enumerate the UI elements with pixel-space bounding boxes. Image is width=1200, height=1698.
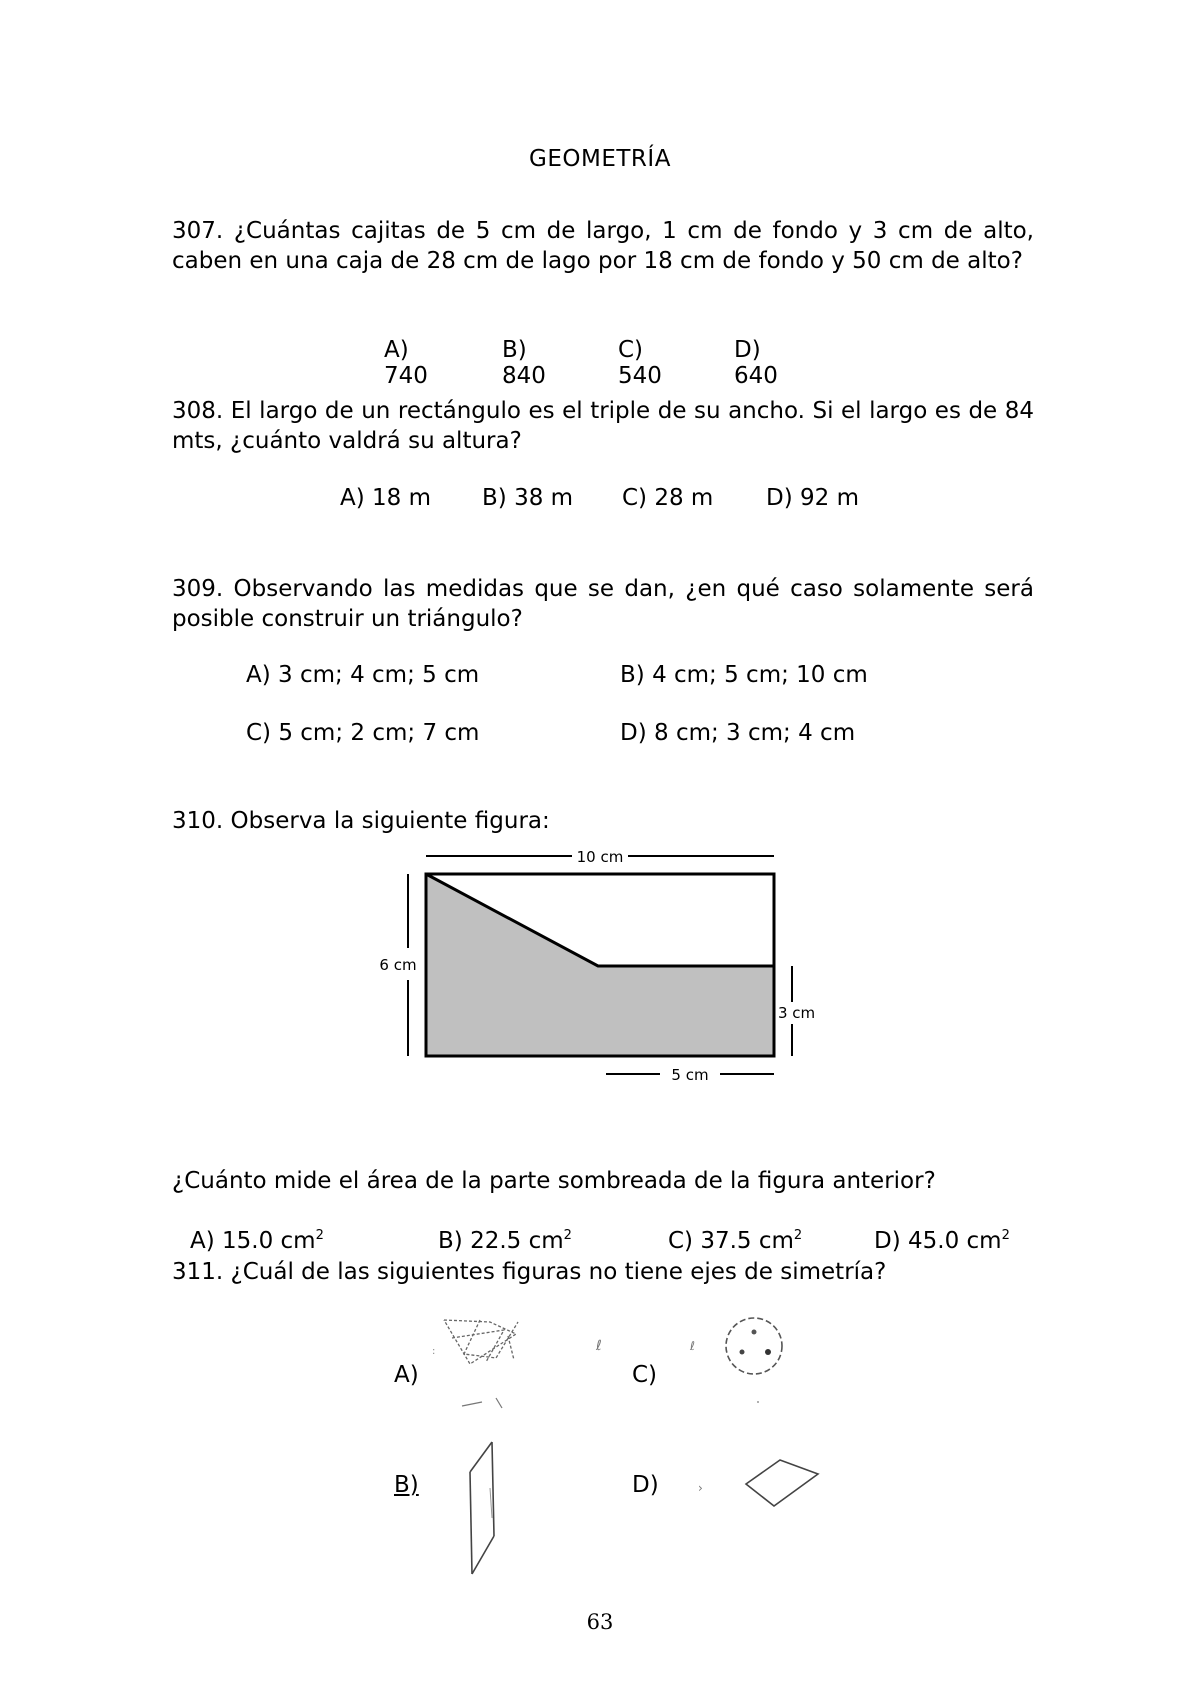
label-6cm: 6 cm [379,956,417,974]
option-307-a: A) 740 [384,337,428,389]
page-number: 63 [586,1610,614,1634]
question-310-text: ¿Cuánto mide el área de la parte sombreada de la figura anterior? [172,1168,936,1194]
figure-311-c-circle [684,1312,794,1422]
option-307-c: C) 540 [618,337,662,389]
question-307-text: 307. ¿Cuántas cajitas de 5 cm de largo, 1 cm de fondo y 3 cm de alto, caben en una caja de 28 cm de lago por 18 cm de fondo y 50 cm de alto? [172,218,1034,274]
option-311-d-label: D) [632,1472,659,1498]
svg-text:›: › [698,1481,703,1495]
option-307-d: D) 640 [734,337,778,389]
page-title: GEOMETRÍA [529,146,671,172]
question-310-intro: 310. Observa la siguiente figura: [172,808,550,834]
shaded-area-figure [360,840,820,1090]
figure-311-d-rhombus [698,1450,828,1520]
stray-mark-icon: ℓ [596,1338,602,1354]
option-308-a: A) 18 m [340,485,432,511]
option-307-b: B) 840 [502,337,546,389]
question-311-text: 311. ¿Cuál de las siguientes figuras no tiene ejes de simetría? [172,1259,887,1285]
option-311-c-label: C) [632,1362,658,1388]
label-10cm: 10 cm [576,848,624,866]
option-310-b: B) 22.5 $cm^2$ [438,1228,572,1254]
option-309-a: A) 3 cm; 4 cm; 5 cm [246,662,480,688]
figure-311-b-parallelogram [462,1438,512,1578]
option-309-d: D) 8 cm; 3 cm; 4 cm [620,720,856,746]
option-311-a-label: A) [394,1362,419,1388]
option-310-c: C) 37.5 $cm^2$ [668,1228,803,1254]
option-310-a: A) 15.0 $cm^2$ [190,1228,324,1254]
option-310-d: D) 45.0 $cm^2$ [874,1228,1010,1254]
question-309-text: 309. Observando las medidas que se dan, ¿en qué caso solamente será posible construir un triángulo? [172,576,1034,632]
svg-text:ℓ: ℓ [690,1339,695,1353]
option-308-b: B) 38 m [482,485,574,511]
option-308-d: D) 92 m [766,485,859,511]
question-308-text: 308. El largo de un rectángulo es el triple de su ancho. Si el largo es de 84 mts, ¿cuánto valdrá su altura? [172,398,1034,454]
option-308-c: C) 28 m [622,485,714,511]
label-5cm: 5 cm [671,1066,709,1084]
figure-311-a-star [430,1314,540,1414]
svg-text::: : [432,1346,436,1357]
option-311-b-label: B) [394,1472,419,1498]
option-309-b: B) 4 cm; 5 cm; 10 cm [620,662,868,688]
option-309-c: C) 5 cm; 2 cm; 7 cm [246,720,480,746]
label-3cm: 3 cm [778,1004,816,1022]
